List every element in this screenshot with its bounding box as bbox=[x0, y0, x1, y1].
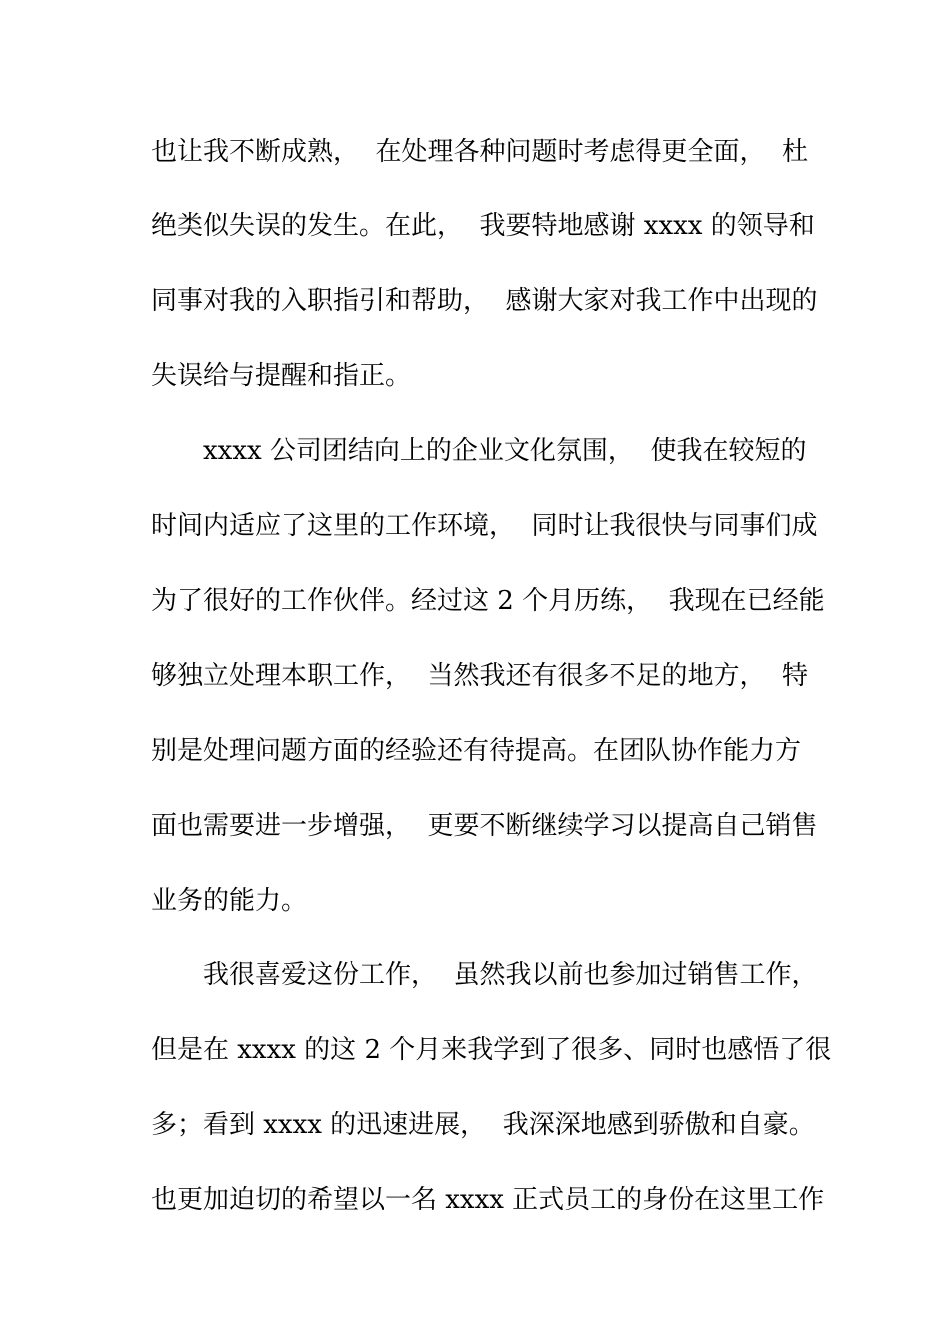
text-line: 够独立处理本职工作， 当然我还有很多不足的地方， 特 bbox=[151, 661, 809, 691]
text-line: 同事对我的入职指引和帮助， 感谢大家对我工作中出现的 bbox=[151, 286, 818, 316]
text-line: 失误给与提醒和指正。 bbox=[151, 361, 412, 391]
text-line: 也让我不断成熟， 在处理各种问题时考虑得更全面， 杜 bbox=[151, 137, 809, 167]
text-line: 业务的能力。 bbox=[151, 886, 308, 916]
text-line: 别是处理问题方面的经验还有待提高。在团队协作能力方 bbox=[151, 736, 802, 766]
paragraph-first-line: xxxx 公司团结向上的企业文化氛围， 使我在较短的 bbox=[203, 436, 807, 466]
text-line: 时间内适应了这里的工作环境， 同时让我很快与同事们成 bbox=[151, 511, 818, 541]
paragraph-first-line: 我很喜爱这份工作， 虽然我以前也参加过销售工作， bbox=[203, 960, 818, 990]
text-line: 面也需要进一步增强， 更要不断继续学习以提高自己销售 bbox=[151, 811, 818, 841]
text-line: 多；看到 xxxx 的迅速进展， 我深深地感到骄傲和自豪。 bbox=[151, 1110, 815, 1140]
text-line: 绝类似失误的发生。在此， 我要特地感谢 xxxx 的领导和 bbox=[151, 211, 815, 241]
text-line: 也更加迫切的希望以一名 xxxx 正式员工的身份在这里工作 bbox=[151, 1185, 825, 1215]
text-line: 为了很好的工作伙伴。经过这 2 个月历练， 我现在已经能 bbox=[151, 586, 825, 616]
text-line: 但是在 xxxx 的这 2 个月来我学到了很多、同时也感悟了很 bbox=[151, 1035, 832, 1065]
